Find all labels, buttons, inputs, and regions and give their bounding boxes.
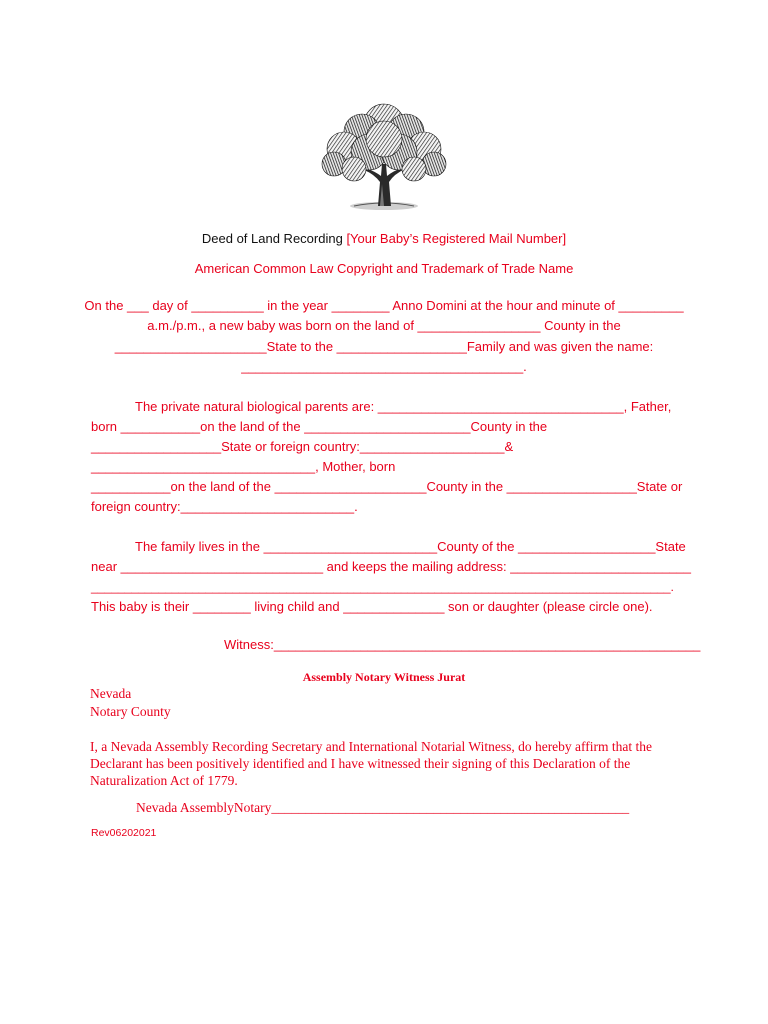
document-title — [0, 231, 768, 246]
parents-line-3: __________________State or foreign country:____________________& — [91, 439, 514, 454]
parents-line-6: foreign country:________________________. — [91, 499, 358, 514]
family-line-1: The family lives in the ________________________County of the ___________________State — [135, 539, 686, 554]
oak-tree-icon — [314, 94, 454, 214]
birth-line-1: On the ___ day of __________ in the year ________ Anno Domini at the hour and minute of _________ — [84, 298, 684, 313]
parents-line-2: born ___________on the land of the _______________________County in the — [91, 419, 548, 434]
birth-line-4: _______________________________________. — [241, 359, 527, 374]
birth-line-3: _____________________State to the __________________Family and was given the name: — [114, 339, 654, 354]
title-text: Deed of Land Recording — [201, 231, 343, 246]
title-placeholder: [Your Baby’s Registered Mail Number] — [346, 231, 567, 246]
family-line-2: near ____________________________ and keeps the mailing address: _________________________ — [91, 559, 691, 574]
affirmation-line-3: Naturalization Act of 1779. — [90, 773, 238, 788]
parents-line-4: _______________________________, Mother, born — [91, 459, 396, 474]
parents-line-5: ___________on the land of the _____________________County in the __________________State or — [91, 479, 683, 494]
family-line-3: ______________________________________________________________________________________. — [91, 580, 674, 594]
jurat-state: Nevada — [90, 686, 132, 701]
document-subtitle: American Common Law Copyright and Trademark of Trade Name — [194, 261, 574, 276]
witness-signature-line: Witness:___________________________________________________________ — [224, 637, 701, 652]
family-line-4: This baby is their ________ living child and ______________ son or daughter (please circle one). — [91, 599, 653, 614]
jurat-county: Notary County — [90, 704, 171, 719]
birth-line-2: a.m./p.m., a new baby was born on the land of _________________ County in the — [147, 318, 621, 333]
affirmation-line-2: Declarant has been positively identified and I have witnessed their signing of this Declaration of the — [90, 756, 631, 771]
notary-signature-line: Nevada AssemblyNotary_____________________________________________________ — [136, 800, 630, 815]
parents-line-1: The private natural biological parents are: __________________________________, Father, — [135, 399, 672, 414]
affirmation-line-1: I, a Nevada Assembly Recording Secretary and International Notarial Witness, do hereby affirm that the — [90, 739, 653, 754]
revision-code: Rev06202021 — [91, 827, 157, 839]
jurat-heading: Assembly Notary Witness Jurat — [302, 670, 466, 684]
